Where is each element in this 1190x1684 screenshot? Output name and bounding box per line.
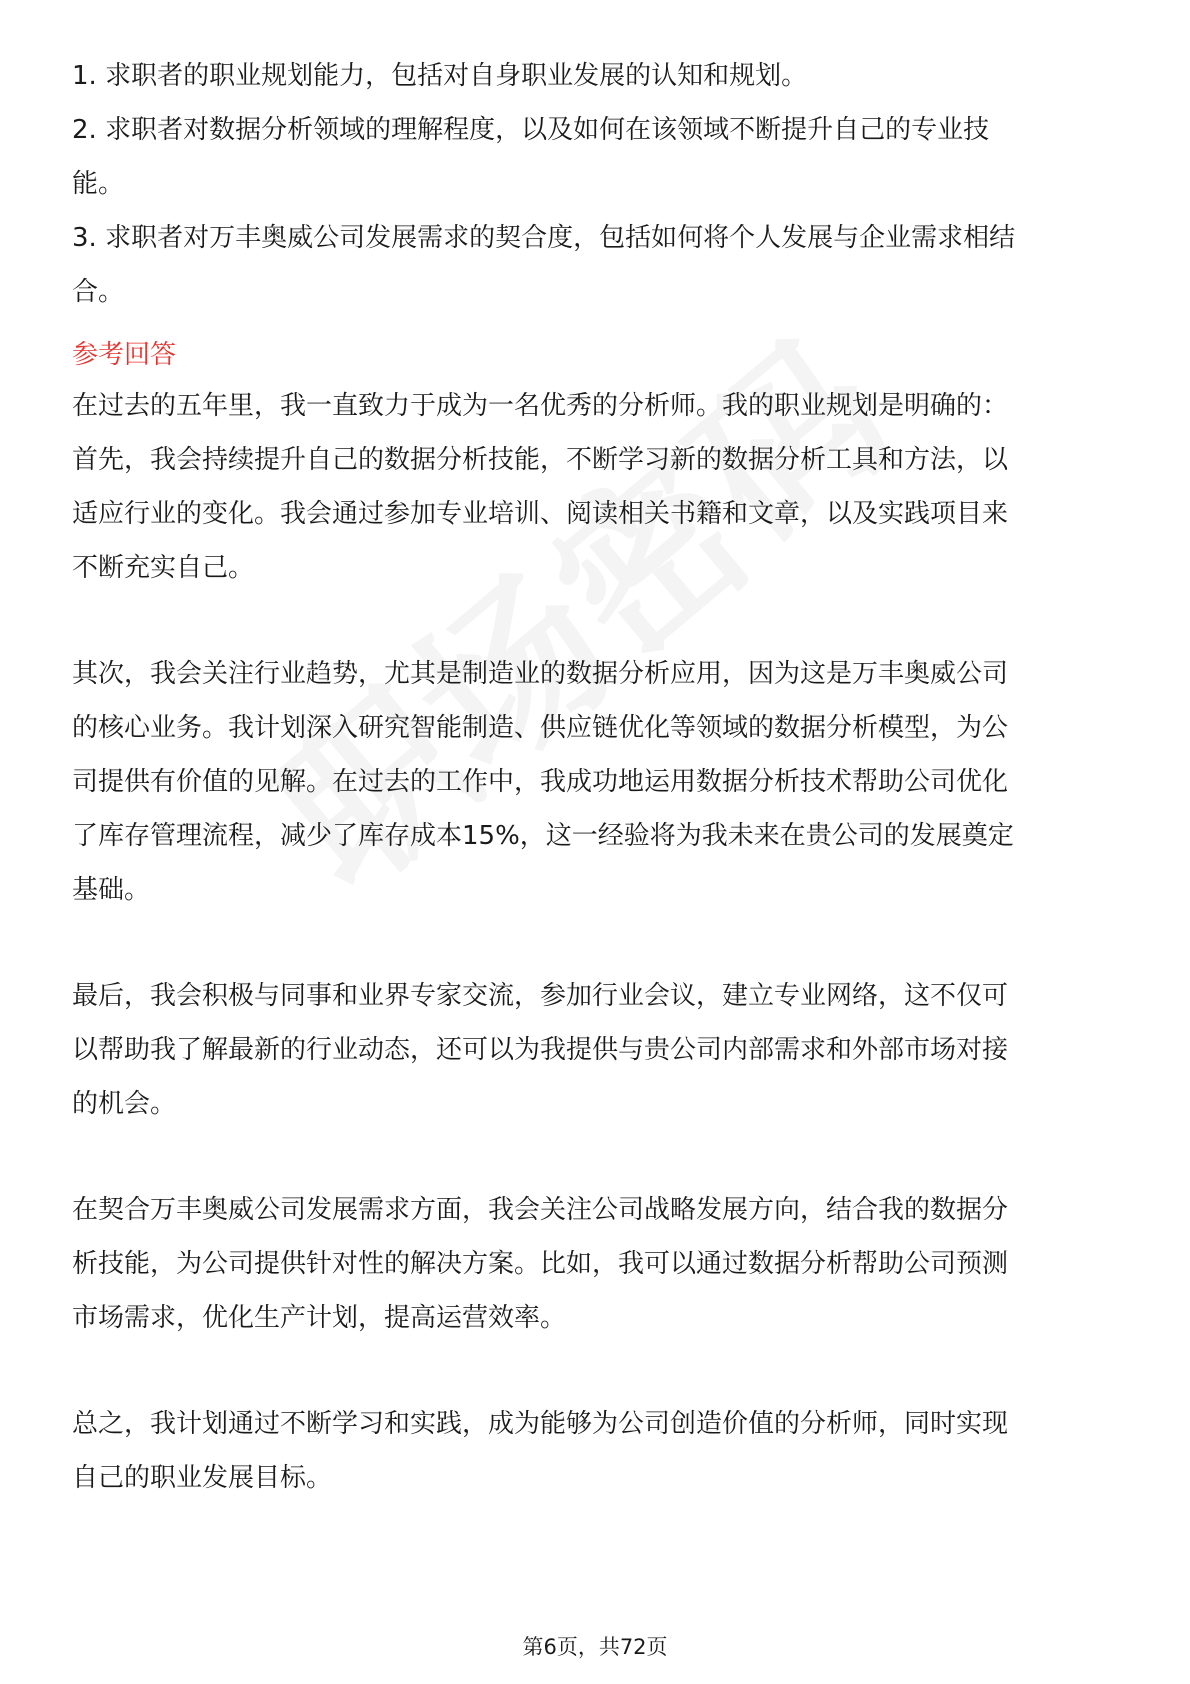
question-line: 能。 — [72, 169, 125, 199]
answer-line: 司提供有价值的见解。在过去的工作中，我成功地运用数据分析技术帮助公司优化 — [72, 767, 1009, 797]
answer-line: 不断充实自己。 — [72, 553, 255, 583]
answer-line: 市场需求，优化生产计划，提高运营效率。 — [72, 1303, 567, 1333]
answer-line: 的核心业务。我计划深入研究智能制造、供应链优化等领域的数据分析模型，为公 — [72, 713, 1009, 743]
document-page — [72, 0, 1118, 1684]
answer-line: 自己的职业发展目标。 — [72, 1463, 333, 1493]
answer-line: 以帮助我了解最新的行业动态，还可以为我提供与贵公司内部需求和外部市场对接 — [72, 1035, 1009, 1065]
page-number: 第6页，共72页 — [522, 1635, 668, 1659]
answer-line: 在契合万丰奥威公司发展需求方面，我会关注公司战略发展方向，结合我的数据分 — [72, 1195, 1009, 1225]
answer-line: 基础。 — [72, 875, 151, 905]
question-line: 3. 求职者对万丰奥威公司发展需求的契合度，包括如何将个人发展与企业需求相结 — [72, 223, 1016, 253]
answer-line: 的机会。 — [72, 1089, 177, 1119]
answer-line: 最后，我会积极与同事和业界专家交流，参加行业会议，建立专业网络，这不仅可 — [72, 981, 1009, 1011]
answer-line: 适应行业的变化。我会通过参加专业培训、阅读相关书籍和文章，以及实践项目来 — [72, 499, 1009, 529]
answer-line: 首先，我会持续提升自己的数据分析技能，不断学习新的数据分析工具和方法，以 — [72, 445, 1009, 475]
question-line: 1. 求职者的职业规划能力，包括对自身职业发展的认知和规划。 — [72, 61, 808, 91]
answer-line: 在过去的五年里，我一直致力于成为一名优秀的分析师。我的职业规划是明确的： — [72, 391, 1009, 421]
answer-line: 其次，我会关注行业趋势，尤其是制造业的数据分析应用，因为这是万丰奥威公司 — [72, 659, 1009, 689]
question-line: 合。 — [72, 277, 125, 307]
answer-line: 总之，我计划通过不断学习和实践，成为能够为公司创造价值的分析师，同时实现 — [72, 1409, 1009, 1439]
answer-line: 了库存管理流程，减少了库存成本15%，这一经验将为我未来在贵公司的发展奠定 — [72, 821, 1014, 851]
answer-line: 析技能，为公司提供针对性的解决方案。比如，我可以通过数据分析帮助公司预测 — [72, 1249, 1009, 1279]
question-line: 2. 求职者对数据分析领域的理解程度，以及如何在该领域不断提升自己的专业技 — [72, 115, 990, 145]
answer-heading: 参考回答 — [72, 340, 177, 370]
